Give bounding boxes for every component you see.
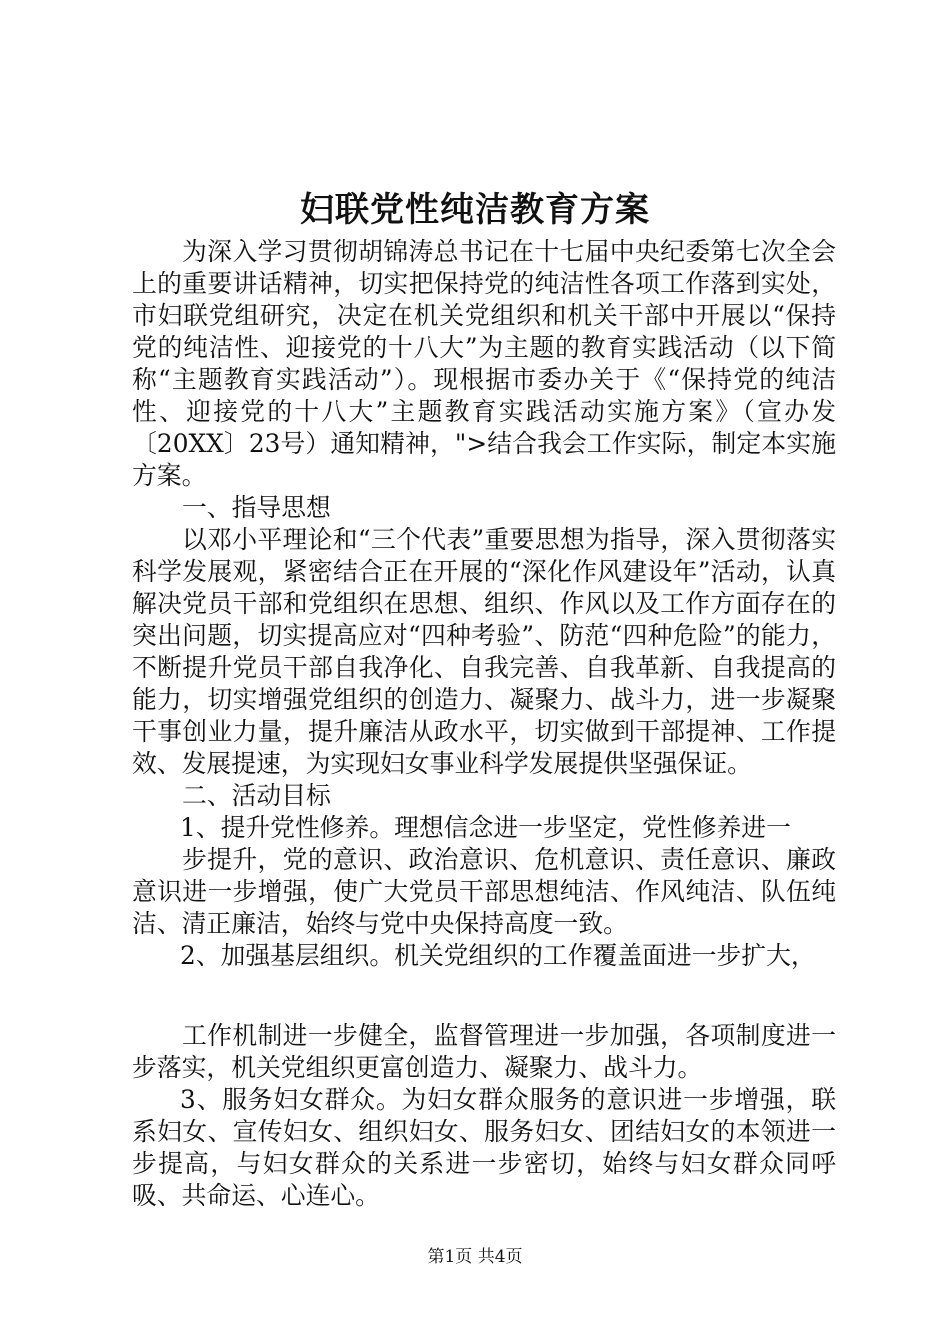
goal2-paragraph: 工作机制进一步健全，监督管理进一步加强，各项制度进一步落实，机关党组织更富创造力、凝聚力、战斗力。 [132,1021,836,1082]
goal1-heading: 1、提升党性修养。理想信念进一步坚定，党性修养进一 [180,813,791,842]
goal3-paragraph: 3、服务妇女群众。为妇女群众服务的意识进一步增强，联系妇女、宣传妇女、组织妇女、服务妇女、团结妇女的本领进一步提高，与妇女群众的关系进一步密切，始终与妇女群众同呼吸、共命运、心连心。 [132,1085,836,1210]
goal2-heading: 2、加强基层组织。机关党组织的工作覆盖面进一步扩大， [180,941,816,970]
intro-paragraph: 为深入学习贯彻胡锦涛总书记在十七届中央纪委第七次全会上的重要讲话精神，切实把保持党的纯洁性各项工作落到实处，市妇联党组研究，决定在机关党组织和机关干部中开展以“保持党的纯洁性、迎接党的十八大”为主题的教育实践活动（以下简称“主题教育实践活动”）。现根据市委办关于《“保持党的纯洁性、迎接党的十八大”主题教育实践活动实施方案》（宣办发〔20XX〕23号）通知精神，">结合我会工作实际，制定本实施方案。 [132,237,836,490]
document-title: 妇联党性纯洁教育方案 [300,190,650,230]
section-heading-goals: 二、活动目标 [182,781,331,810]
goal1-paragraph: 步提升，党的意识、政治意识、危机意识、责任意识、廉政意识进一步增强，使广大党员干部思想纯洁、作风纯洁、队伍纯洁、清正廉洁，始终与党中央保持高度一致。 [132,845,836,938]
page-footer: 第1页 共4页 [427,1247,523,1267]
document-body [132,236,836,1212]
page-break-gap [132,972,836,1020]
guiding-paragraph: 以邓小平理论和“三个代表”重要思想为指导，深入贯彻落实科学发展观，紧密结合正在开展的“深化作风建设年”活动，认真解决党员干部和党组织在思想、组织、作风以及工作方面存在的突出问题，切实提高应对“四种考验”、防范“四种危险”的能力，不断提升党员干部自我净化、自我完善、自我革新、自我提高的能力，切实增强党组织的创造力、凝聚力、战斗力，进一步凝聚干事创业力量，提升廉洁从政水平，切实做到干部提神、工作提效、发展提速，为实现妇女事业科学发展提供坚强保证。 [132,525,836,778]
section-heading-guiding: 一、指导思想 [182,493,331,522]
